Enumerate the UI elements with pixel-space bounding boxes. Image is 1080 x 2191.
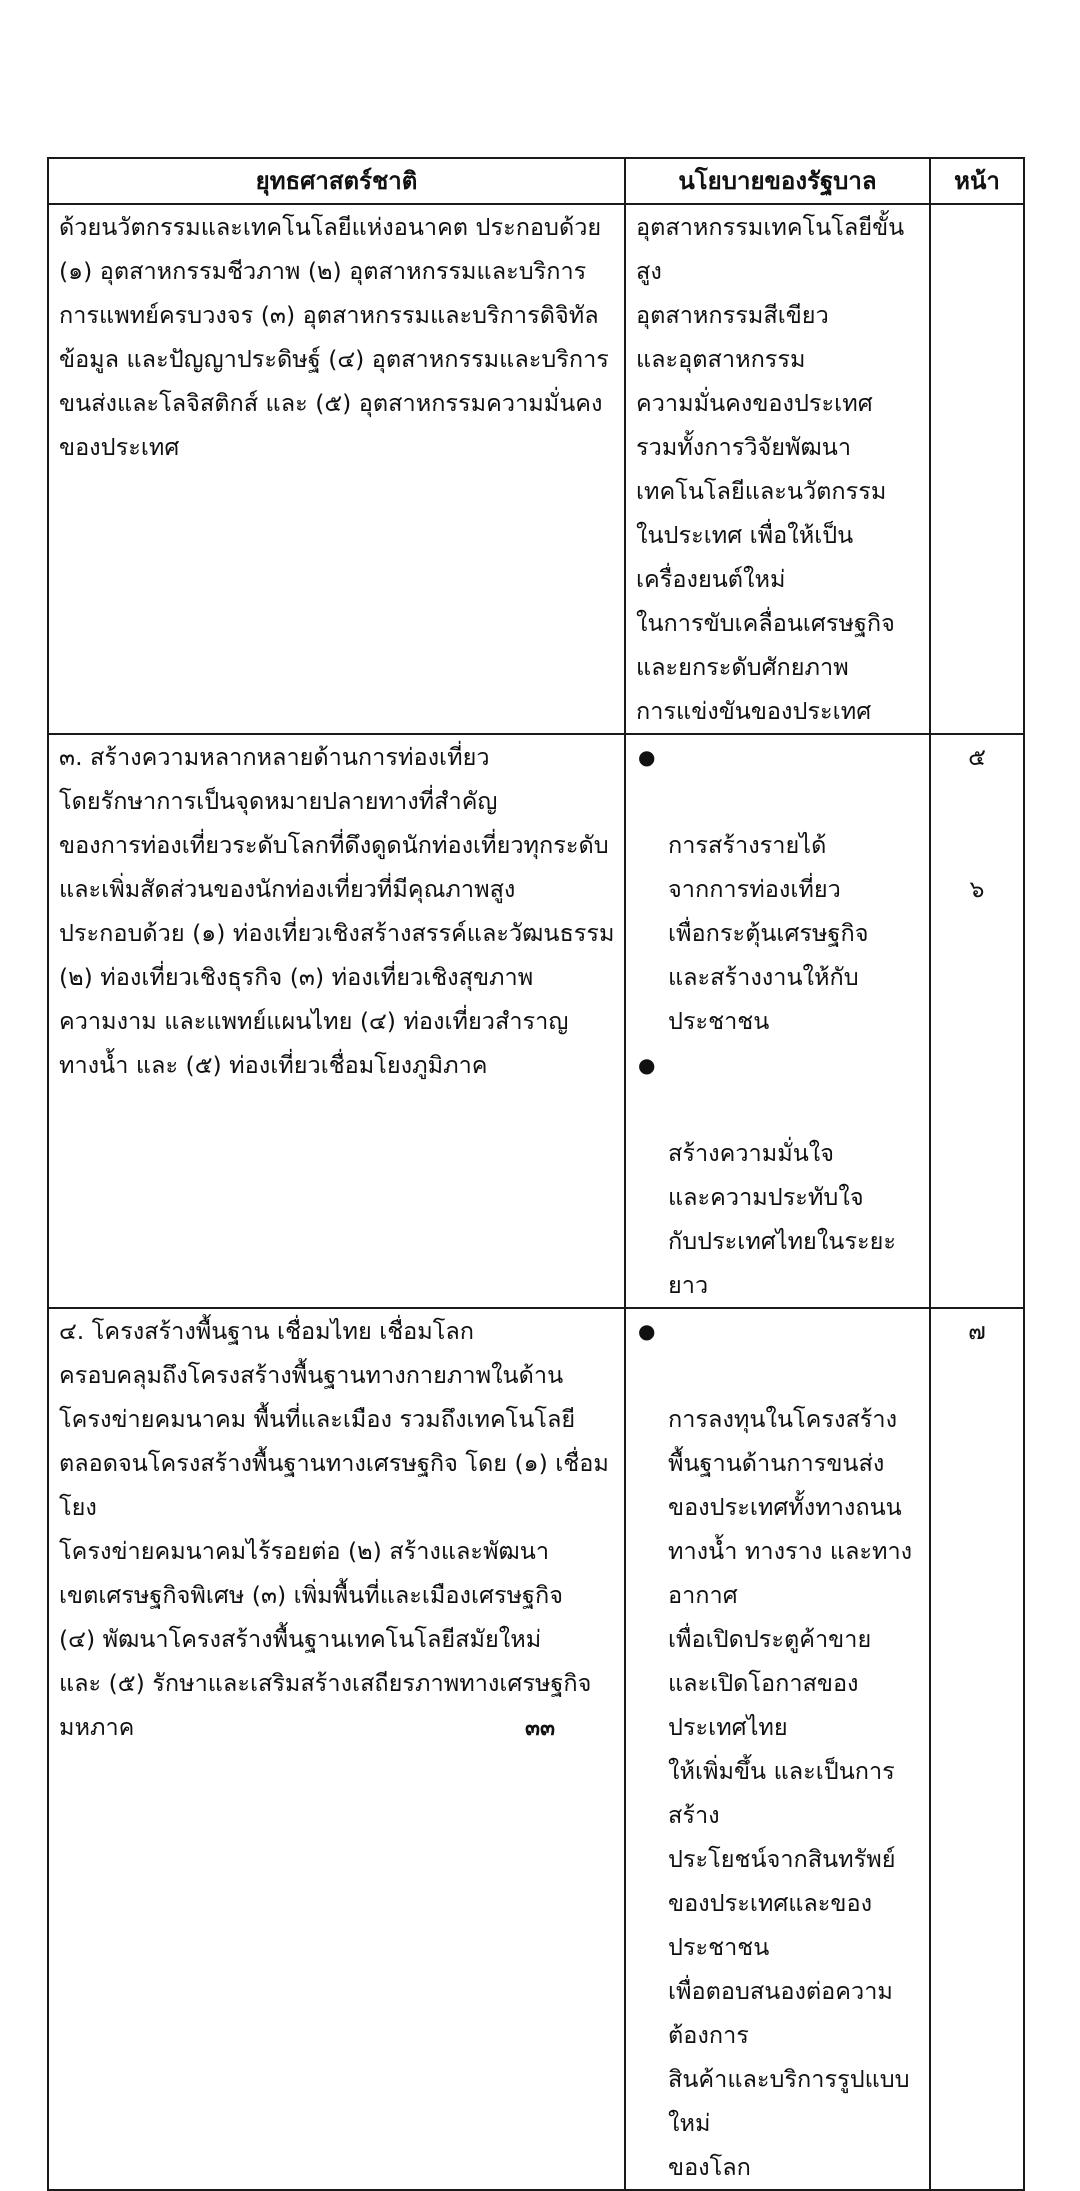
header-page: หน้า xyxy=(930,158,1024,204)
page-ref: ๖ xyxy=(969,875,985,903)
header-policy: นโยบายของรัฐบาล xyxy=(625,158,930,204)
policy-cell xyxy=(625,734,930,1308)
page-ref-cell xyxy=(930,204,1024,734)
policy-text: อุตสาหกรรมเทคโนโลยีขั้นสูง อุตสาหกรรมสีเขียว และอุตสาหกรรม ความมั่นคงของประเทศ รวมทั้งการวิจัยพัฒนา เทคโนโลยีและนวัตกรรม ในประเทศ เพื่อให้เป็น เครื่องยนต์ใหม่ ในการขับเคลื่อนเศรษฐกิจ และยกระดับศักยภาพ การแข่งขันของประเทศ xyxy=(636,213,905,725)
page-number: ๓๓ xyxy=(524,1716,556,1741)
table-row xyxy=(48,204,1024,734)
policy-bullet xyxy=(636,1043,923,1307)
bullet-icon: ● xyxy=(638,1319,656,1343)
page-ref: ๕ xyxy=(968,743,986,771)
strategy-cell xyxy=(48,1308,625,2190)
policy-bullet-text: การลงทุนในโครงสร้าง พื้นฐานด้านการขนส่ง ของประเทศทั้งทางถนน ทางน้ำ ทางราง และทางอากาศ เพื่อเปิดประตูค้าขาย และเปิดโอกาสของประเทศไทย ให้เพิ่มขึ้น และเป็นการสร้าง ประโยชน์จากสินทรัพย์ ของประเทศและของประชาชน เพื่อตอบสนองต่อความต้องการ สินค้าและบริการรูปแบบใหม่ ของโลก xyxy=(668,1405,913,2181)
policy-cell xyxy=(625,204,930,734)
policy-bullet-text: สร้างความมั่นใจ และความประทับใจ กับประเทศไทยในระยะยาว xyxy=(668,1139,897,1299)
strategy-cell xyxy=(48,204,625,734)
header-strategy: ยุทธศาสตร์ชาติ xyxy=(48,158,625,204)
page-ref-cell xyxy=(930,1308,1024,2190)
strategy-policy-table xyxy=(47,157,1025,2191)
page-ref-cell xyxy=(930,734,1024,1308)
policy-bullet xyxy=(636,1309,923,2189)
policy-bullet xyxy=(636,735,923,1043)
policy-cell xyxy=(625,1308,930,2190)
page-ref-spacer xyxy=(931,779,1023,867)
bullet-icon: ● xyxy=(638,745,656,769)
bullet-icon: ● xyxy=(638,1053,656,1077)
table-row xyxy=(48,734,1024,1308)
strategy-cell xyxy=(48,734,625,1308)
table-row xyxy=(48,1308,1024,2190)
strategy-text: ๓. สร้างความหลากหลายด้านการท่องเที่ยว โดยรักษาการเป็นจุดหมายปลายทางที่สำคัญ ของการท่องเที่ยวระดับโลกที่ดึงดูดนักท่องเที่ยวทุกระดับ และเพิ่มสัดส่วนของนักท่องเที่ยวที่มีคุณภาพสูง ประกอบด้วย (๑) ท่องเที่ยวเชิงสร้างสรรค์และวัฒนธรรม (๒) ท่องเที่ยวเชิงธุรกิจ (๓) ท่องเที่ยวเชิงสุขภาพ ความงาม และแพทย์แผนไทย (๔) ท่องเที่ยวสำราญ ทางน้ำ และ (๕) ท่องเที่ยวเชื่อมโยงภูมิภาค xyxy=(59,743,615,1079)
strategy-text: ๔. โครงสร้างพื้นฐาน เชื่อมไทย เชื่อมโลก ครอบคลุมถึงโครงสร้างพื้นฐานทางกายภาพในด้าน โครงข่ายคมนาคม พื้นที่และเมือง รวมถึงเทคโนโลยี ตลอดจนโครงสร้างพื้นฐานทางเศรษฐกิจ โดย (๑) เชื่อมโยง โครงข่ายคมนาคมไร้รอยต่อ (๒) สร้างและพัฒนา เขตเศรษฐกิจพิเศษ (๓) เพิ่มพื้นที่และเมืองเศรษฐกิจ (๔) พัฒนาโครงสร้างพื้นฐานเทคโนโลยีสมัยใหม่ และ (๕) รักษาและเสริมสร้างเสถียรภาพทางเศรษฐกิจมหภาค xyxy=(59,1317,609,1741)
table-header-row xyxy=(48,158,1024,204)
policy-bullet-text: การสร้างรายได้ จากการท่องเที่ยว เพื่อกระตุ้นเศรษฐกิจ และสร้างงานให้กับประชาชน xyxy=(668,831,869,1035)
strategy-text: ด้วยนวัตกรรมและเทคโนโลยีแห่งอนาคต ประกอบด้วย (๑) อุตสาหกรรมชีวภาพ (๒) อุตสาหกรรมและบริการ การแพทย์ครบวงจร (๓) อุตสาหกรรมและบริการดิจิทัล ข้อมูล และปัญญาประดิษฐ์ (๔) อุตสาหกรรมและบริการ ขนส่งและโลจิสติกส์ และ (๕) อุตสาหกรรมความมั่นคง ของประเทศ xyxy=(59,213,609,461)
page-ref: ๗ xyxy=(968,1317,986,1345)
